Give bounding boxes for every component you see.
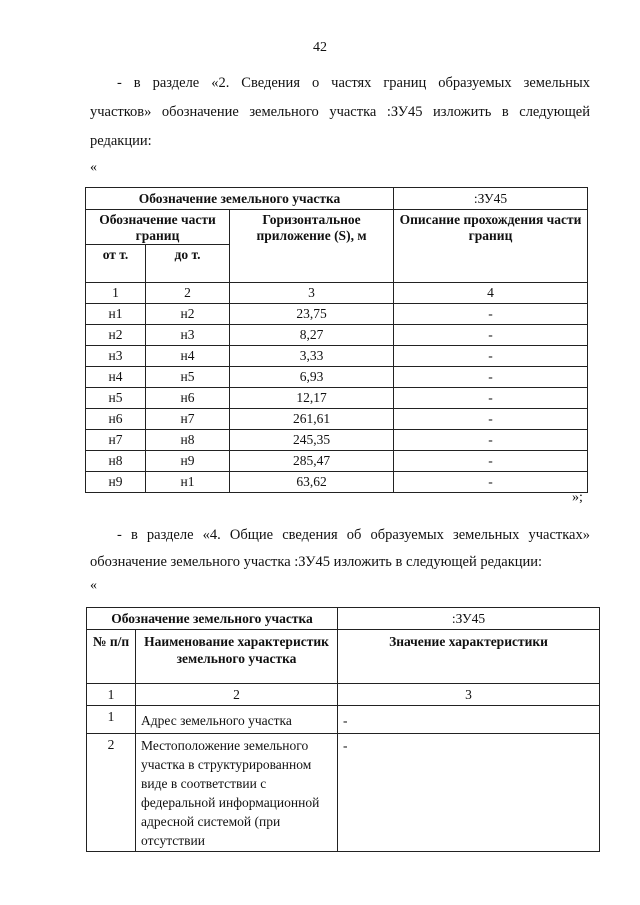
table2-num-3: 3 [338, 684, 600, 706]
row-from: н3 [86, 346, 146, 367]
table-row [87, 734, 600, 852]
row-from: н7 [86, 430, 146, 451]
row-name: Адрес земельного участка [136, 706, 338, 734]
row-to: н1 [146, 472, 230, 493]
table-row [86, 304, 588, 325]
table-row [86, 388, 588, 409]
section4-open-quote: « [90, 578, 97, 593]
row-desc: - [394, 346, 588, 367]
table2-title-label: Обозначение земельного участка [87, 608, 338, 630]
section2-line2: участков» обозначение земельного участка :ЗУ45 изложить в следующей [90, 104, 590, 120]
table1-col-desc: Описание прохождения части границ [394, 210, 588, 283]
table1-title-label: Обозначение земельного участка [86, 188, 394, 210]
parts-boundaries-table [85, 187, 588, 493]
row-name: Местоположение земельного участка в структурированном виде в соответствии с федеральной информационной адресной системой (при отсутствии [136, 734, 338, 852]
section4-line1: - в разделе «4. Общие сведения об образуемых земельных участках» [117, 527, 590, 543]
row-desc: - [394, 409, 588, 430]
table-row [86, 430, 588, 451]
row-length: 12,17 [230, 388, 394, 409]
row-to: н2 [146, 304, 230, 325]
row-desc: - [394, 304, 588, 325]
table1-col-to: до т. [146, 245, 230, 283]
row-from: н4 [86, 367, 146, 388]
row-from: н6 [86, 409, 146, 430]
row-num: 2 [87, 734, 136, 852]
table2-col-num: № п/п [87, 630, 136, 684]
table1-col-from: от т. [86, 245, 146, 283]
row-desc: - [394, 325, 588, 346]
table1-col-horizontal: Горизонтальное приложение (S), м [230, 210, 394, 283]
row-from: н8 [86, 451, 146, 472]
row-length: 8,27 [230, 325, 394, 346]
row-length: 6,93 [230, 367, 394, 388]
table1-num-3: 3 [230, 283, 394, 304]
table1-num-4: 4 [394, 283, 588, 304]
table2-title-value: :ЗУ45 [338, 608, 600, 630]
section2-close-quote: »; [572, 490, 583, 505]
row-to: н5 [146, 367, 230, 388]
row-to: н4 [146, 346, 230, 367]
table1-num-1: 1 [86, 283, 146, 304]
row-length: 63,62 [230, 472, 394, 493]
table2-col-name: Наименование характеристик земельного участка [136, 630, 338, 684]
row-desc: - [394, 388, 588, 409]
table-row [86, 325, 588, 346]
row-from: н9 [86, 472, 146, 493]
row-length: 3,33 [230, 346, 394, 367]
section4-line2: обозначение земельного участка :ЗУ45 изложить в следующей редакции: [90, 554, 543, 570]
row-length: 261,61 [230, 409, 394, 430]
row-value: - [338, 734, 600, 852]
table-row [87, 706, 600, 734]
table2-num-1: 1 [87, 684, 136, 706]
row-num: 1 [87, 706, 136, 734]
row-length: 23,75 [230, 304, 394, 325]
section2-open-quote: « [90, 160, 97, 175]
row-desc: - [394, 472, 588, 493]
table-row [86, 472, 588, 493]
row-desc: - [394, 367, 588, 388]
table2-num-2: 2 [136, 684, 338, 706]
row-desc: - [394, 451, 588, 472]
row-desc: - [394, 430, 588, 451]
row-from: н5 [86, 388, 146, 409]
row-length: 245,35 [230, 430, 394, 451]
table2-col-value: Значение характеристики [338, 630, 600, 684]
row-to: н3 [146, 325, 230, 346]
table-row [86, 346, 588, 367]
table1-col-part: Обозначение части границ [86, 210, 230, 245]
table-row [86, 367, 588, 388]
page-number: 42 [313, 40, 327, 55]
table-row [86, 409, 588, 430]
table1-title-value: :ЗУ45 [394, 188, 588, 210]
table-row [86, 451, 588, 472]
row-to: н7 [146, 409, 230, 430]
row-to: н9 [146, 451, 230, 472]
row-value: - [338, 706, 600, 734]
row-to: н6 [146, 388, 230, 409]
table1-num-2: 2 [146, 283, 230, 304]
row-length: 285,47 [230, 451, 394, 472]
general-info-table [86, 607, 600, 852]
row-from: н1 [86, 304, 146, 325]
row-to: н8 [146, 430, 230, 451]
row-from: н2 [86, 325, 146, 346]
section2-line3: редакции: [90, 133, 152, 149]
section2-line1: - в разделе «2. Сведения о частях границ образуемых земельных [117, 75, 590, 91]
